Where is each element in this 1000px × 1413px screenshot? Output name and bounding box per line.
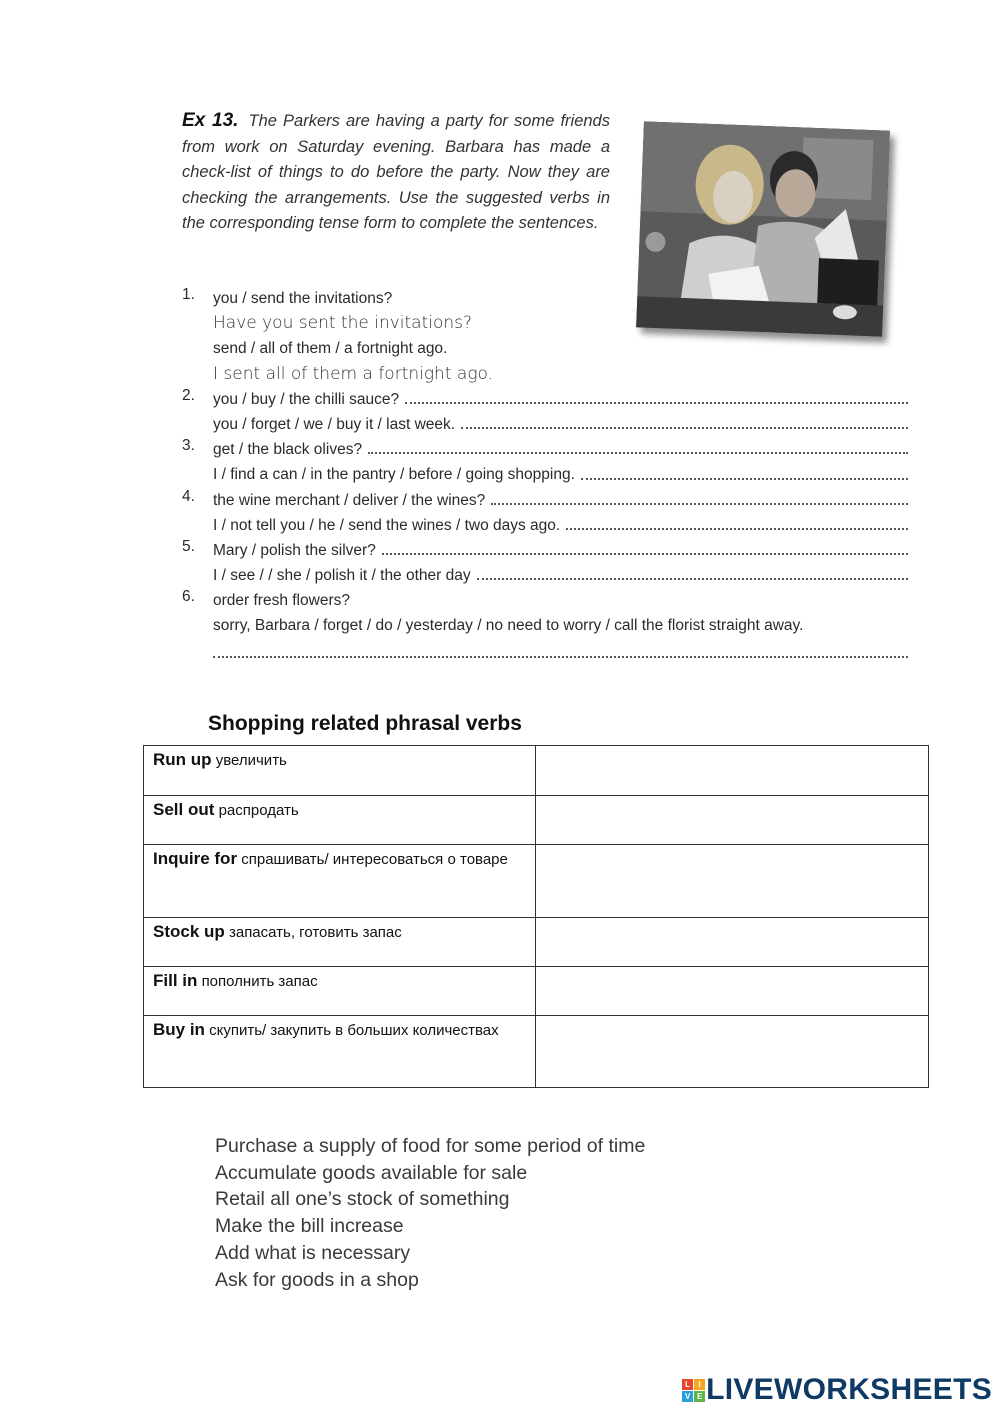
term: Buy in bbox=[153, 1020, 205, 1039]
answer-cell[interactable] bbox=[536, 746, 929, 796]
definition-item: Add what is necessary bbox=[215, 1241, 411, 1264]
item-response-answer: I sent all of them a fortnight ago. bbox=[213, 363, 494, 384]
answer-cell[interactable] bbox=[536, 918, 929, 967]
table-row bbox=[144, 967, 929, 1016]
logo-text: LIVEWORKSHEETS bbox=[706, 1373, 992, 1406]
exercise-item-5 bbox=[182, 538, 908, 588]
term-cell bbox=[144, 796, 536, 845]
term-cell bbox=[144, 967, 536, 1016]
item-response: sorry, Barbara / forget / do / yesterday / no need to worry / call the florist straight away. bbox=[213, 617, 804, 635]
item-response-answer-line[interactable] bbox=[213, 513, 908, 538]
item-answer-line[interactable] bbox=[213, 641, 908, 666]
item-question-answer-line[interactable] bbox=[213, 538, 908, 563]
item-number: 1. bbox=[182, 286, 195, 303]
logo-mark-icon bbox=[682, 1379, 705, 1402]
meaning: запасать, готовить запас bbox=[228, 924, 402, 941]
phrasal-verbs-table bbox=[143, 745, 929, 1088]
term: Run up bbox=[153, 750, 212, 769]
exercise-item-6 bbox=[182, 588, 908, 666]
item-question: the wine merchant / deliver / the wines? bbox=[213, 491, 486, 509]
item-question: Mary / polish the silver? bbox=[213, 541, 376, 559]
definition-item: Make the bill increase bbox=[215, 1215, 404, 1238]
item-number: 5. bbox=[182, 537, 195, 555]
answer-cell[interactable] bbox=[536, 967, 929, 1016]
definition-item: Retail all one’s stock of something bbox=[215, 1188, 510, 1211]
item-question: order fresh flowers? bbox=[213, 592, 350, 610]
logo-letter: E bbox=[694, 1391, 705, 1402]
meaning: спрашивать/ интересоваться о товаре bbox=[241, 851, 508, 868]
item-question-answer: Have you sent the invitations? bbox=[213, 313, 473, 334]
term-cell bbox=[144, 746, 536, 796]
meaning: скупить/ закупить в больших количествах bbox=[209, 1022, 499, 1039]
logo-letter: I bbox=[694, 1379, 705, 1390]
item-number: 4. bbox=[182, 487, 195, 505]
item-response: you / forget / we / buy it / last week. bbox=[213, 415, 456, 433]
exercise-list bbox=[182, 286, 908, 666]
item-number: 3. bbox=[182, 437, 195, 455]
item-question: get / the black olives? bbox=[213, 441, 363, 459]
exercise-item-3 bbox=[182, 437, 908, 487]
item-number: 2. bbox=[182, 386, 195, 404]
item-response: I / find a can / in the pantry / before / going shopping. bbox=[213, 466, 575, 484]
table-row bbox=[144, 1016, 929, 1088]
definition-item: Ask for goods in a shop bbox=[215, 1268, 419, 1291]
item-question-answer-line[interactable] bbox=[213, 437, 908, 462]
logo-letter: V bbox=[682, 1391, 693, 1402]
exercise-item-2 bbox=[182, 387, 908, 437]
item-question: you / send the invitations? bbox=[213, 290, 393, 307]
exercise-instructions bbox=[182, 108, 610, 237]
section-title: Shopping related phrasal verbs bbox=[208, 712, 522, 735]
definition-item: Purchase a supply of food for some period of time bbox=[215, 1135, 646, 1157]
meaning: пополнить запас bbox=[201, 973, 318, 990]
logo-letter: L bbox=[682, 1379, 693, 1390]
item-question-answer-line[interactable] bbox=[213, 387, 908, 412]
exercise-item-4 bbox=[182, 488, 908, 538]
table-row bbox=[144, 746, 929, 796]
answer-cell[interactable] bbox=[536, 845, 929, 918]
meaning: распродать bbox=[218, 802, 299, 819]
item-question: you / buy / the chilli sauce? bbox=[213, 390, 400, 408]
term: Inquire for bbox=[153, 849, 238, 868]
table-row bbox=[144, 918, 929, 967]
table-row bbox=[144, 845, 929, 918]
item-question-answer-line[interactable] bbox=[213, 488, 908, 513]
table-row bbox=[144, 796, 929, 845]
term-cell bbox=[144, 918, 536, 967]
item-response: I / not tell you / he / send the wines / two days ago. bbox=[213, 516, 561, 534]
liveworksheets-logo bbox=[682, 1373, 992, 1407]
meaning: увеличить bbox=[215, 752, 287, 769]
exercise-item-1 bbox=[182, 286, 908, 387]
definitions-list bbox=[215, 1133, 645, 1293]
item-response-answer-line[interactable] bbox=[213, 462, 908, 487]
item-response: send / all of them / a fortnight ago. bbox=[213, 340, 448, 358]
item-response-answer-line[interactable] bbox=[213, 563, 908, 588]
term: Fill in bbox=[153, 971, 198, 990]
exercise-label: Ex 13. bbox=[182, 110, 239, 131]
term-cell bbox=[144, 845, 536, 918]
term: Sell out bbox=[153, 800, 215, 819]
exercise-intro-text: The Parkers are having a party for some friends from work on Saturday evening. Barbara has made a check-list of things to do before the party. Now they are checking the arrangements. Use the suggested verbs in the corresponding tense form to complete the sentences. bbox=[182, 112, 610, 232]
term: Stock up bbox=[153, 922, 225, 941]
item-response-answer-line[interactable] bbox=[213, 412, 908, 437]
item-response: I / see / / she / polish it / the other day bbox=[213, 567, 471, 585]
answer-cell[interactable] bbox=[536, 1016, 929, 1088]
item-number: 6. bbox=[182, 588, 195, 606]
definition-item: Accumulate goods available for sale bbox=[215, 1161, 528, 1184]
answer-cell[interactable] bbox=[536, 796, 929, 845]
term-cell bbox=[144, 1016, 536, 1088]
